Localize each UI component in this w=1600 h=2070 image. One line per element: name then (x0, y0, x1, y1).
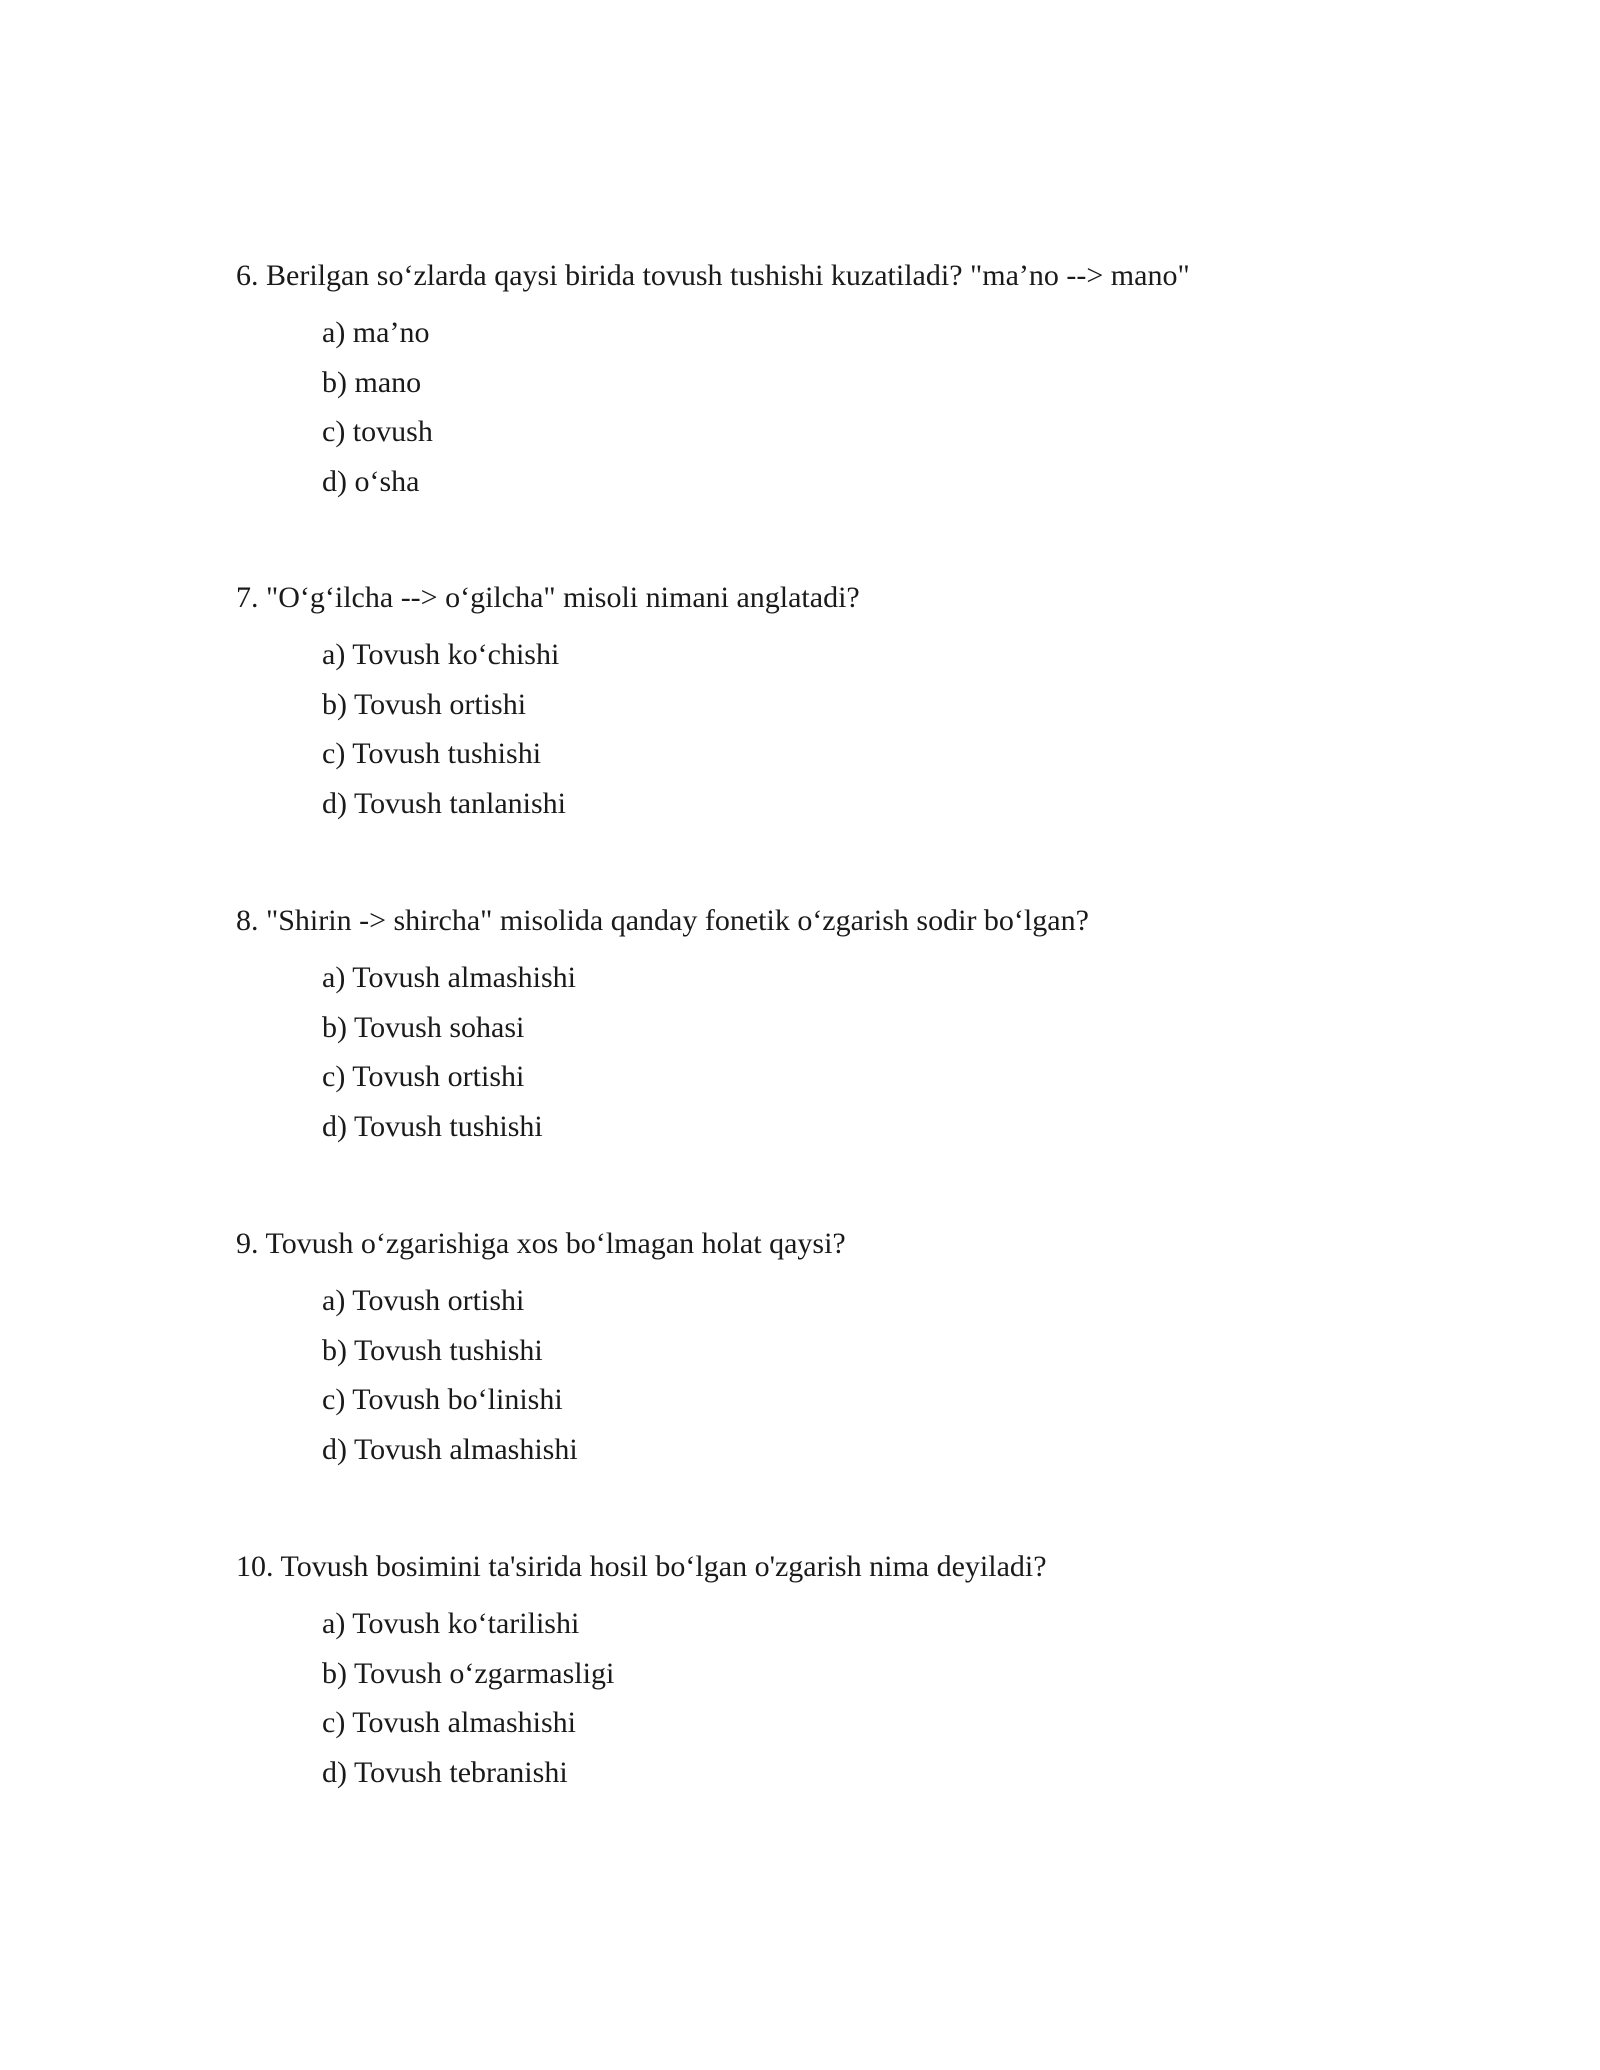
answer-options (322, 1283, 1436, 1481)
option-d: d) Tovush tanlanishi (322, 786, 566, 820)
option-a: a) Tovush almashishi (322, 961, 576, 994)
option-d: d) Tovush almashishi (322, 1432, 578, 1466)
question-text: 8. "Shirin -> shircha" misolida qanday fonetik o‘zgarish sodir bo‘lgan? (236, 904, 1089, 937)
question-8 (236, 903, 1436, 1158)
question-7 (236, 580, 1436, 835)
option-c: c) Tovush ortishi (322, 1060, 525, 1093)
option-d: d) Tovush tushishi (322, 1109, 543, 1143)
option-c: c) tovush (322, 415, 433, 448)
question-9 (236, 1226, 1436, 1481)
question-text: 7. "O‘g‘ilcha --> o‘gilcha" misoli nimani anglatadi? (236, 581, 860, 614)
option-d: d) Tovush tebranishi (322, 1755, 568, 1789)
question-text: 10. Tovush bosimini ta'sirida hosil bo‘lgan o'zgarish nima deyiladi? (236, 1550, 1047, 1583)
option-b: b) Tovush ortishi (322, 687, 527, 721)
option-a: a) Tovush ko‘tarilishi (322, 1607, 580, 1640)
question-6 (236, 258, 1436, 513)
answer-options (322, 960, 1436, 1158)
answer-options (322, 315, 1436, 513)
option-c: c) Tovush almashishi (322, 1706, 576, 1739)
option-c: c) Tovush tushishi (322, 737, 542, 770)
question-text: 9. Tovush o‘zgarishiga xos bo‘lmagan holat qaysi? (236, 1227, 846, 1260)
option-a: a) Tovush ko‘chishi (322, 638, 560, 671)
option-d: d) o‘sha (322, 464, 420, 498)
option-c: c) Tovush bo‘linishi (322, 1383, 563, 1416)
option-b: b) Tovush o‘zgarmasligi (322, 1656, 615, 1690)
option-b: b) mano (322, 365, 422, 399)
option-a: a) ma’no (322, 316, 430, 349)
question-text: 6. Berilgan so‘zlarda qaysi birida tovush tushishi kuzatiladi? "ma’no --> mano" (236, 259, 1190, 292)
answer-options (322, 637, 1436, 835)
option-a: a) Tovush ortishi (322, 1284, 525, 1317)
answer-options (322, 1606, 1436, 1804)
option-b: b) Tovush tushishi (322, 1333, 543, 1367)
option-b: b) Tovush sohasi (322, 1010, 525, 1044)
question-10 (236, 1549, 1436, 1804)
